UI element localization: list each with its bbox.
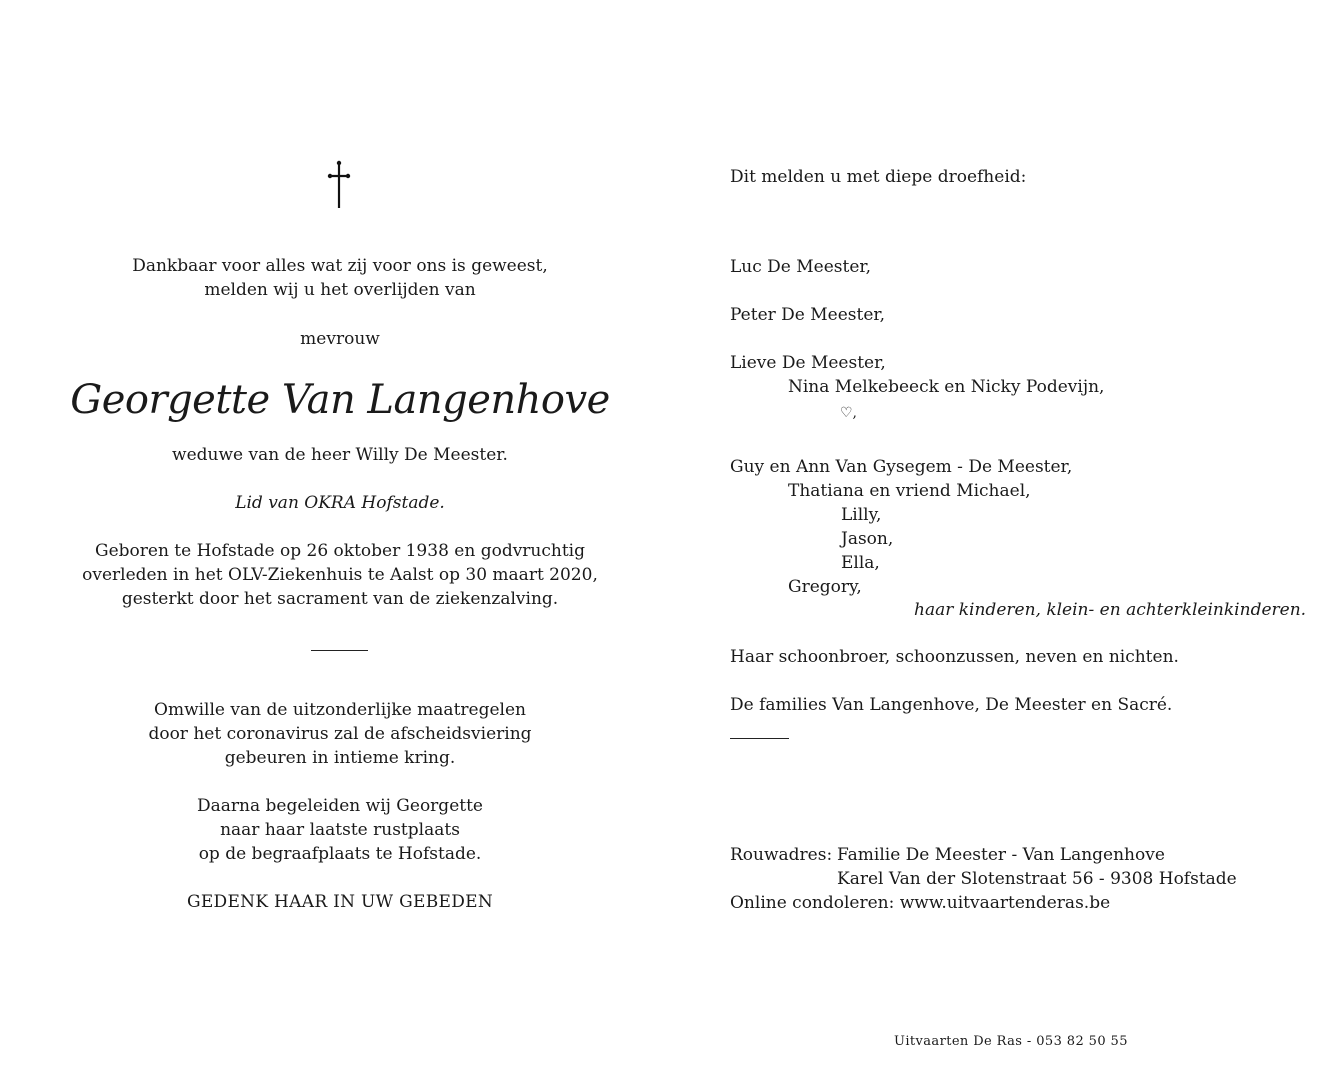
- family-member: Guy en Ann Van Gysegem - De Meester,: [730, 457, 1073, 477]
- family-member: Nina Melkebeeck en Nicky Podevijn,: [788, 377, 1105, 397]
- covid-line: door het coronavirus zal de afscheidsviering: [148, 724, 532, 744]
- title-text: [0, 327, 680, 351]
- burial-line: Daarna begeleiden wij Georgette: [197, 796, 483, 816]
- address-line: Karel Van der Slotenstraat 56 - 9308 Hofstade: [837, 869, 1237, 889]
- closing-text: [0, 890, 680, 914]
- honorific: mevrouw: [300, 329, 380, 349]
- birth-line: Geboren te Hofstade op 26 oktober 1938 en godvruchtig: [95, 541, 585, 561]
- covid-line: gebeuren in intieme kring.: [224, 748, 456, 768]
- burial-line: op de begraafplaats te Hofstade.: [198, 844, 482, 864]
- sacrament-line: gesterkt door het sacrament van de ziekenzalving.: [121, 589, 559, 609]
- heart-icon: ♡,: [840, 405, 858, 421]
- online-condolence: Online condoleren: www.uitvaartenderas.be: [730, 893, 1111, 913]
- divider: [311, 650, 368, 651]
- announce-line: Dit melden u met diepe droefheid:: [730, 167, 1027, 187]
- closing-line: GEDENK HAAR IN UW GEBEDEN: [186, 892, 494, 912]
- family-member: Lieve De Meester,: [730, 353, 886, 373]
- address-label: Rouwadres:: [730, 845, 833, 865]
- member-line: Lid van OKRA Hofstade.: [235, 493, 445, 513]
- family-member: Gregory,: [788, 577, 862, 597]
- family-member: Thatiana en vriend Michael,: [788, 481, 1031, 501]
- intro-text: [0, 254, 680, 302]
- address-line: Familie De Meester - Van Langenhove: [837, 845, 1165, 865]
- intro-line: Dankbaar voor alles wat zij voor ons is geweest,: [132, 256, 548, 276]
- family-member: Lilly,: [841, 505, 882, 525]
- widow-text: [0, 443, 680, 467]
- widow-line: weduwe van de heer Willy De Meester.: [172, 445, 508, 465]
- children-line: haar kinderen, klein- en achterkleinkinderen.: [914, 600, 1307, 620]
- funeral-home-footer: Uitvaarten De Ras - 053 82 50 55: [894, 1034, 1128, 1049]
- birth-death-text: [0, 539, 680, 611]
- intro-line: melden wij u het overlijden van: [204, 280, 476, 300]
- family-member: Jason,: [841, 529, 894, 549]
- family-member: Ella,: [841, 553, 880, 573]
- burial-line: naar haar laatste rustplaats: [220, 820, 460, 840]
- cross-icon: [323, 160, 355, 210]
- inlaws-line: Haar schoonbroer, schoonzussen, neven en nichten.: [730, 647, 1179, 667]
- covid-line: Omwille van de uitzonderlijke maatregelen: [154, 700, 526, 720]
- deceased-name: Georgette Van Langenhove: [70, 377, 610, 423]
- death-line: overleden in het OLV-Ziekenhuis te Aalst op 30 maart 2020,: [82, 565, 598, 585]
- member-text: [0, 491, 680, 515]
- burial-text: [0, 794, 680, 866]
- family-member: Luc De Meester,: [730, 257, 872, 277]
- family-member: Peter De Meester,: [730, 305, 886, 325]
- families-line: De families Van Langenhove, De Meester en Sacré.: [730, 695, 1173, 715]
- covid-text: [0, 698, 680, 770]
- divider: [730, 738, 789, 739]
